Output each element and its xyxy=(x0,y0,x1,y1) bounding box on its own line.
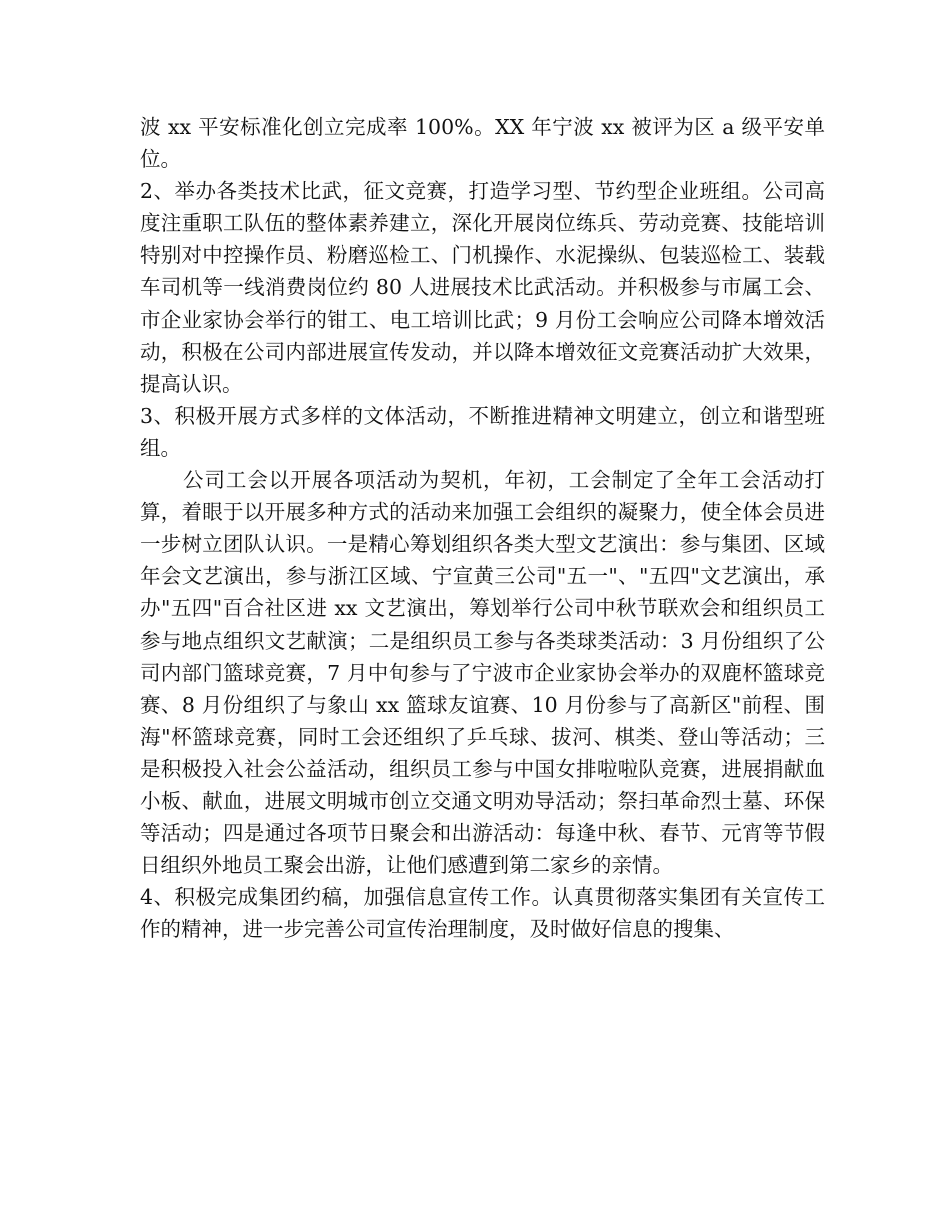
paragraph-safety-result: 波 xx 平安标准化创立完成率 100%。XX 年宁波 xx 被评为区 a 级平安单位。 xyxy=(140,115,825,172)
document-body xyxy=(140,111,825,945)
paragraph-union-activities: 公司工会以开展各项活动为契机，年初，工会制定了全年工会活动打算，着眼于以开展多种方式的活动来加强工会组织的凝聚力，使全体会员进一步树立团队认识。一是精心筹划组织各类大型文艺演出：参与集团、区域年会文艺演出，参与浙江区域、宁宣黄三公司"五一"、"五四"文艺演出，承办"五四"百合社区进 xx 文艺演出，筹划举行公司中秋节联欢会和组织员工参与地点组织文艺献演；二是组织员工参与各类球类活动：3 月份组织了公司内部门篮球竞赛，7 月中旬参与了宁波市企业家协会举办的双鹿杯篮球竞赛、8 月份组织了与象山 xx 篮球友谊赛、10 月份参与了高新区"前程、围海"杯篮球竞赛，同时工会还组织了乒乓球、拔河、棋类、登山等活动；三是积极投入社会公益活动，组织员工参与中国女排啦啦队竞赛，进展捐献血小板、献血，进展文明城市创立交通文明劝导活动；祭扫革命烈士墓、环保等活动；四是通过各项节日聚会和出游活动：每逢中秋、春节、元宵等节假日组织外地员工聚会出游，让他们感遭到第二家乡的亲情。 xyxy=(140,468,825,878)
paragraph-information-publicity: 4、积极完成集团约稿，加强信息宣传工作。认真贯彻落实集团有关宣传工作的精神，进一步完善公司宣传治理制度，及时做好信息的搜集、 xyxy=(140,885,825,942)
paragraph-technical-competition: 2、举办各类技术比武，征文竞赛，打造学习型、节约型企业班组。公司高度注重职工队伍的整体素养建立，深化开展岗位练兵、劳动竞赛、技能培训特别对中控操作员、粉磨巡检工、门机操作、水泥操纵、包装巡检工、装载车司机等一线消费岗位约 80 人进展技术比武活动。并积极参与市属工会、市企业家协会举行的钳工、电工培训比武；9 月份工会响应公司降本增效活动，积极在公司内部进展宣传发动，并以降本增效征文竞赛活动扩大效果，提高认识。 xyxy=(140,179,825,396)
paragraph-cultural-activities-heading: 3、积极开展方式多样的文体活动，不断推进精神文明建立，创立和谐型班组。 xyxy=(140,403,825,460)
